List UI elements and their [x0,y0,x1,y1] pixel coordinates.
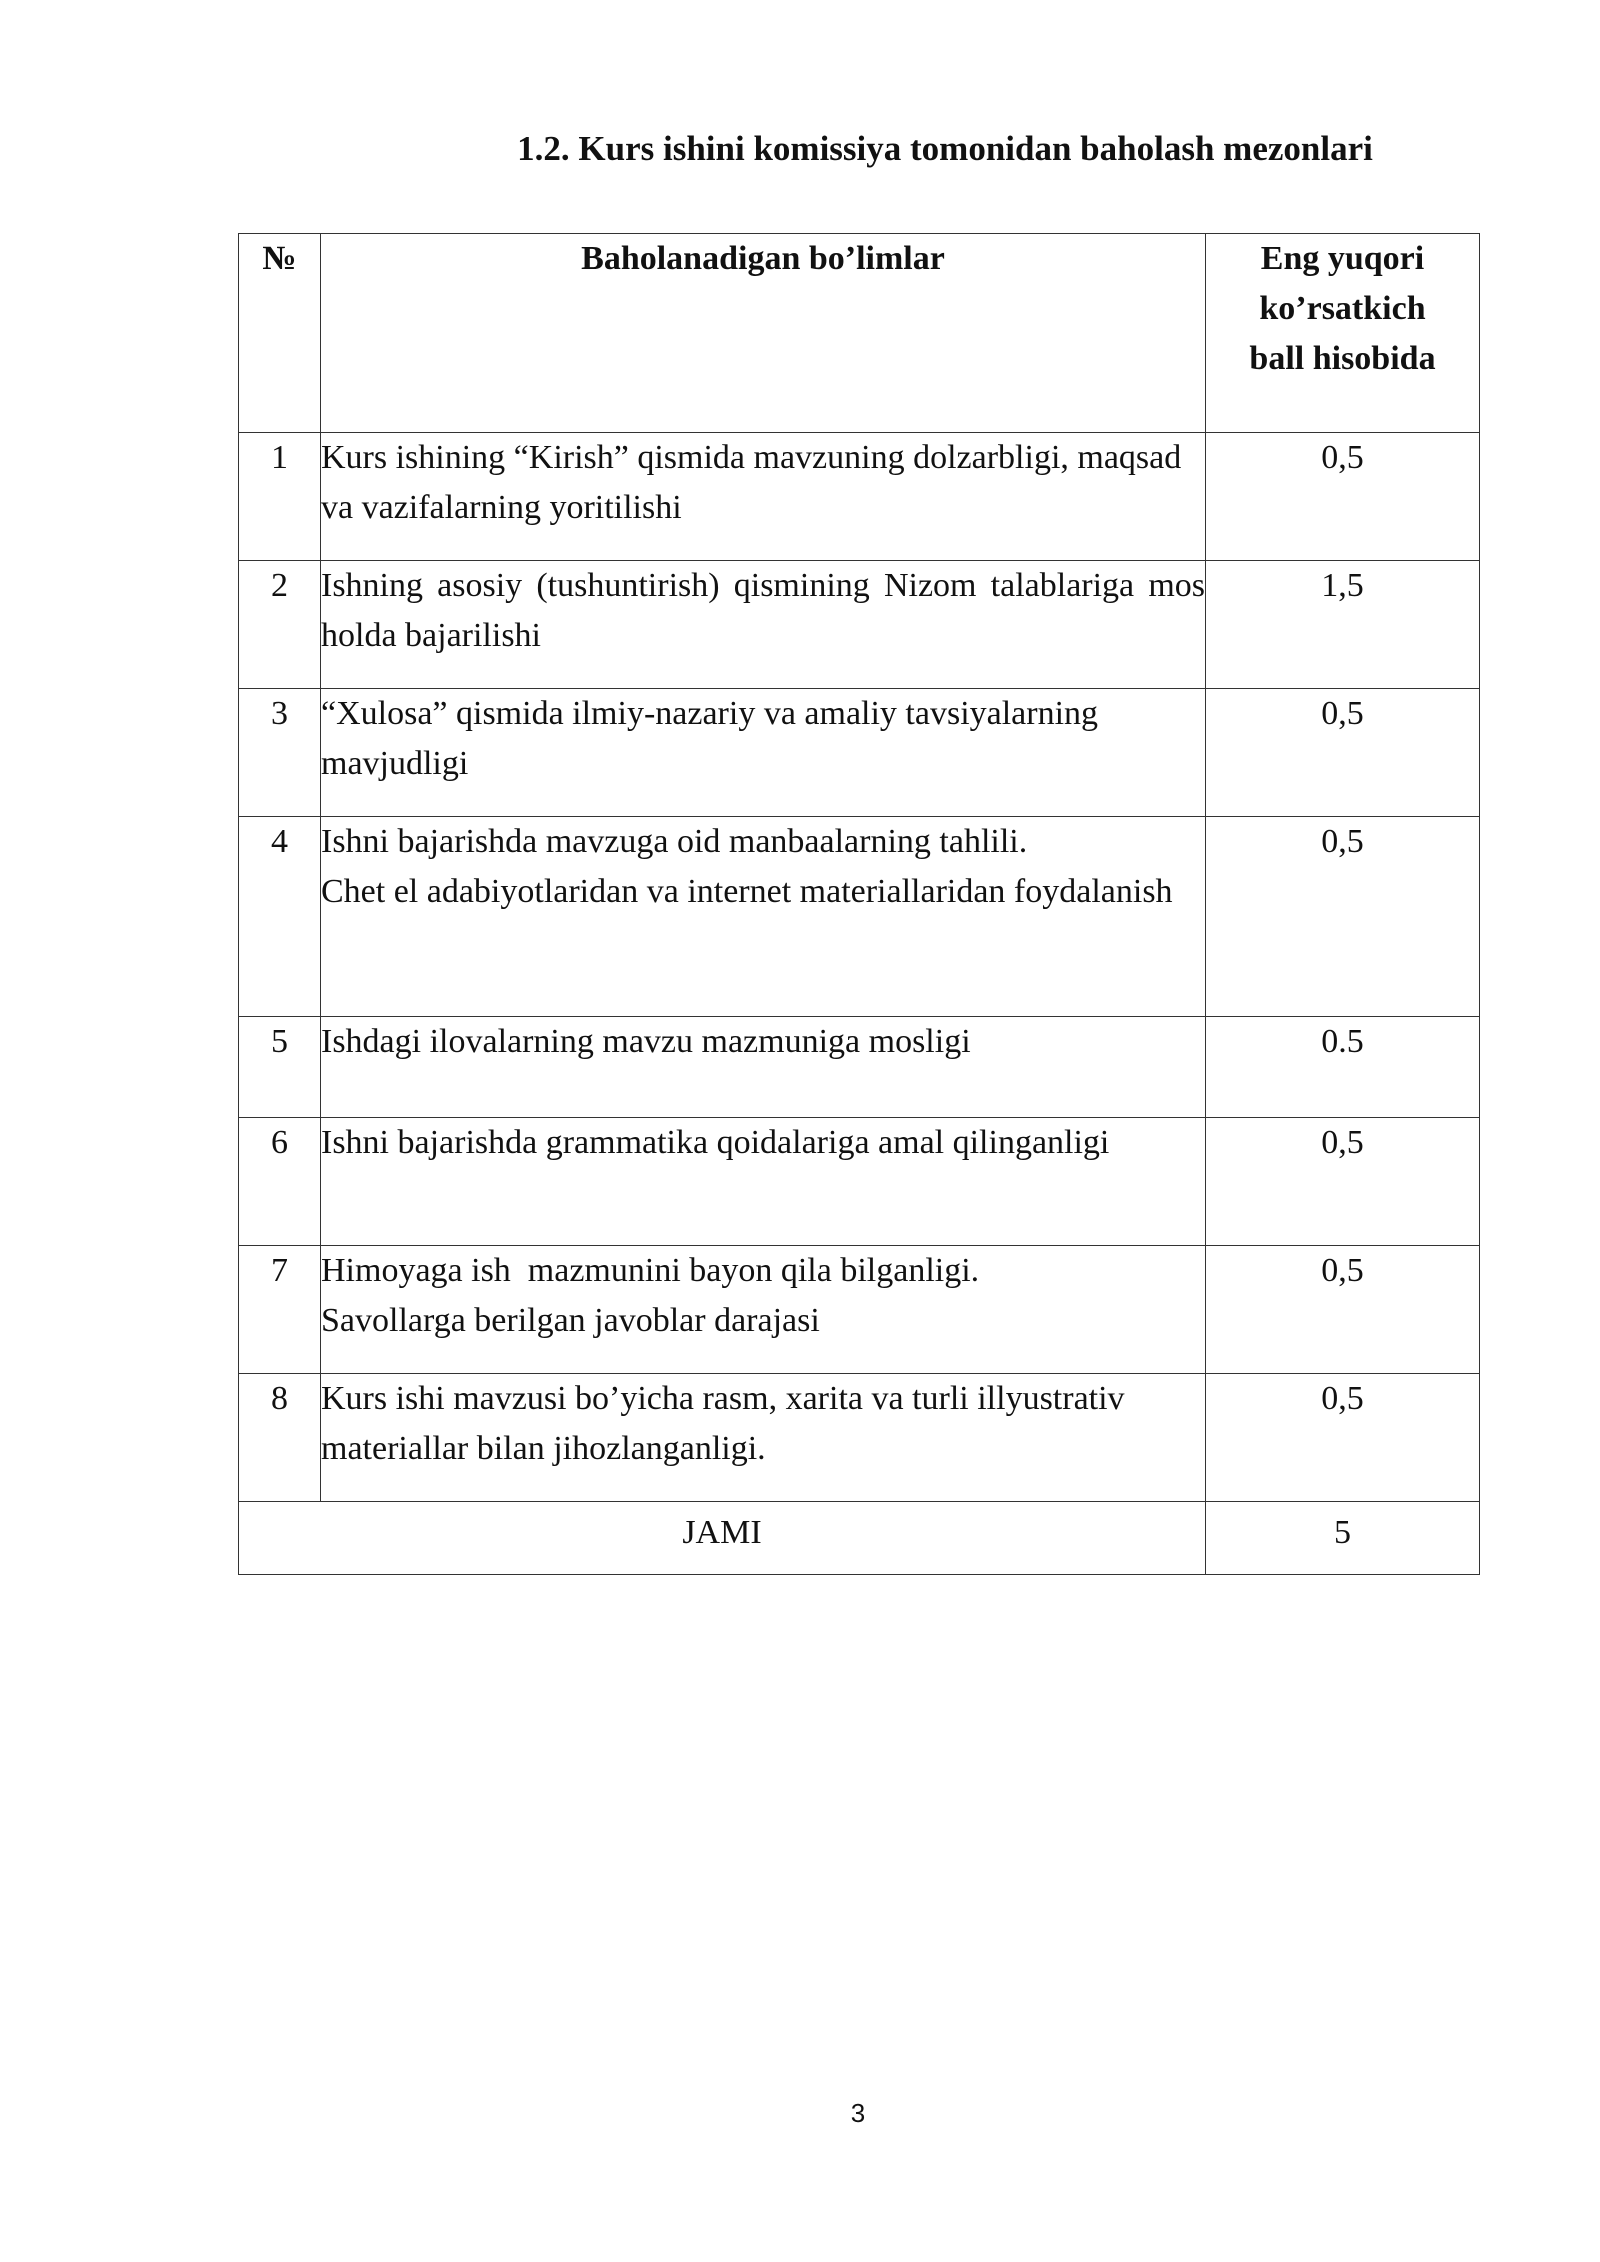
row-number: 2 [239,561,321,689]
row-description-line1: Ishni bajarishda mavzuga oid manbaalarning tahlili. [321,823,1028,860]
table-row [239,1246,1480,1374]
row-score: 1,5 [1206,561,1480,689]
table-row [239,1374,1480,1502]
table-row [239,561,1480,689]
table-row [239,1118,1480,1246]
row-description-line1: Himoyaga ish mazmunini bayon qila bilganligi. [321,1252,980,1289]
table-row [239,433,1480,561]
row-number: 8 [239,1374,321,1502]
row-description: Kurs ishi mavzusi bo’yicha rasm, xarita va turli illyustrativ materiallar bilan jihozlanganligi. [321,1374,1206,1502]
header-max-score [1206,234,1480,433]
row-score: 0,5 [1206,1246,1480,1374]
row-score: 0,5 [1206,689,1480,817]
criteria-table [238,233,1480,1575]
row-number: 3 [239,689,321,817]
row-number: 7 [239,1246,321,1374]
header-number: № [239,234,321,433]
row-score: 0,5 [1206,1374,1480,1502]
row-description: Kurs ishining “Kirish” qismida mavzuning dolzarbligi, maqsad va vazifalarning yoritilishi [321,433,1206,561]
total-score: 5 [1206,1502,1480,1575]
row-description-line2: Savollarga berilgan javoblar darajasi [321,1302,820,1339]
row-number: 4 [239,817,321,1017]
table-row [239,817,1480,1017]
row-description-line2: Chet el adabiyotlaridan va internet materiallaridan foydalanish [321,873,1173,910]
row-number: 1 [239,433,321,561]
row-number: 6 [239,1118,321,1246]
header-max-score-line3: ball hisobida [1249,340,1436,377]
table-header-row [239,234,1480,433]
page-title: 1.2. Kurs ishini komissiya tomonidan baholash mezonlari [517,129,1373,168]
row-description [321,817,1206,1017]
row-score: 0,5 [1206,817,1480,1017]
table-total-row [239,1502,1480,1575]
table-row [239,689,1480,817]
row-score: 0.5 [1206,1017,1480,1118]
table-row [239,1017,1480,1118]
row-score: 0,5 [1206,433,1480,561]
page-number: 3 [850,2098,866,2128]
row-description [321,1246,1206,1374]
row-score: 0,5 [1206,1118,1480,1246]
row-description: Ishning asosiy (tushuntirish) qismining Nizom talablariga mos holda bajarilishi [321,561,1206,689]
header-max-score-line1: Eng yuqori [1260,240,1425,277]
total-label: JAMI [239,1502,1206,1575]
header-max-score-line2: ko’rsatkich [1259,290,1426,327]
row-number: 5 [239,1017,321,1118]
row-description: Ishni bajarishda grammatika qoidalariga amal qilinganligi [321,1118,1206,1246]
header-section: Baholanadigan bo’limlar [321,234,1206,433]
row-description: Ishdagi ilovalarning mavzu mazmuniga mosligi [321,1017,1206,1118]
row-description: “Xulosa” qismida ilmiy-nazariy va amaliy tavsiyalarning mavjudligi [321,689,1206,817]
